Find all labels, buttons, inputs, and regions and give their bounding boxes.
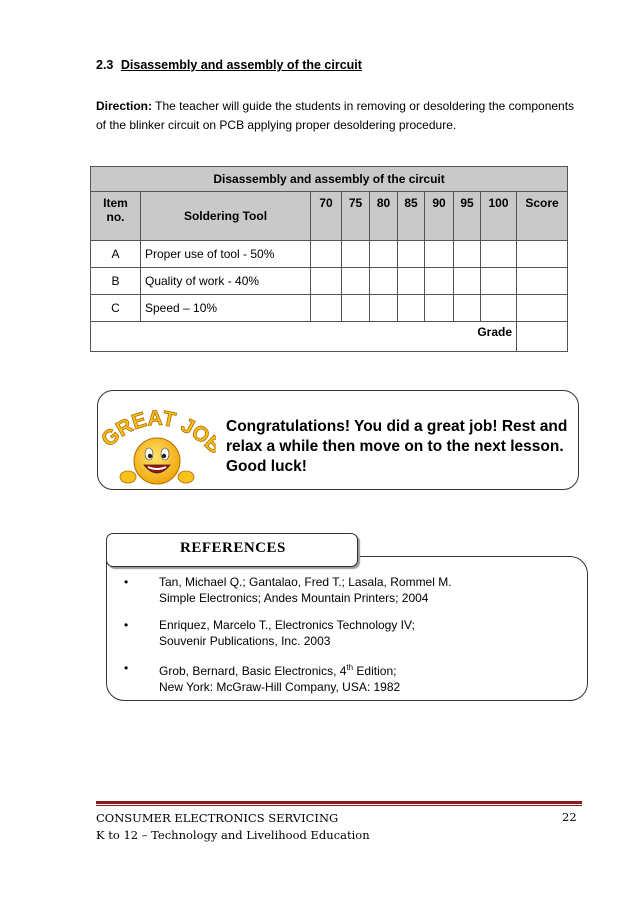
score-cell[interactable]: [454, 268, 481, 295]
page-number: 22: [562, 810, 577, 824]
bullet-icon: •: [124, 661, 129, 675]
score-cell[interactable]: [342, 295, 370, 322]
row-criterion: Quality of work - 40%: [141, 268, 311, 295]
references-title: REFERENCES: [180, 540, 286, 556]
score-cell[interactable]: [342, 241, 370, 268]
header-score-85: 85: [398, 192, 425, 241]
reference-line: New York: McGraw-Hill Company, USA: 1982: [159, 680, 401, 694]
footer-program: K to 12 – Technology and Livelihood Education: [96, 828, 370, 842]
reference-line: Souvenir Publications, Inc. 2003: [159, 634, 331, 648]
score-cell[interactable]: [454, 295, 481, 322]
header-score-70: 70: [311, 192, 342, 241]
header-score-100: 100: [481, 192, 517, 241]
reference-line: Grob, Bernard, Basic Electronics, 4: [159, 664, 347, 678]
score-cell[interactable]: [398, 268, 425, 295]
bullet-icon: •: [124, 618, 129, 632]
score-cell[interactable]: [425, 241, 454, 268]
score-cell[interactable]: [481, 241, 517, 268]
section-title: Disassembly and assembly of the circuit: [120, 58, 362, 72]
header-score-80: 80: [370, 192, 398, 241]
direction-paragraph: [96, 97, 586, 135]
direction-label: Direction:: [96, 99, 153, 113]
score-cell[interactable]: [342, 268, 370, 295]
reference-superscript: th: [346, 663, 354, 672]
grade-label: Grade: [91, 322, 517, 352]
reference-line: Edition;: [353, 664, 397, 678]
score-cell[interactable]: [370, 241, 398, 268]
row-item: C: [91, 295, 141, 322]
reference-line: Simple Electronics; Andes Mountain Printers; 2004: [159, 591, 429, 605]
reference-line: Tan, Michael Q.; Gantalao, Fred T.; Lasala, Rommel M.: [159, 575, 452, 589]
score-cell[interactable]: [311, 268, 342, 295]
footer-course: CONSUMER ELECTRONICS SERVICING: [96, 811, 339, 825]
great-job-smiley-icon: [98, 405, 216, 492]
grade-row: [91, 322, 568, 352]
row-criterion: Proper use of tool - 50%: [141, 241, 311, 268]
reference-line: Enriquez, Marcelo T., Electronics Technology IV;: [159, 618, 415, 632]
grade-cell[interactable]: [517, 322, 568, 352]
score-cell[interactable]: [311, 241, 342, 268]
list-item: [124, 574, 564, 606]
score-total-cell[interactable]: [517, 241, 568, 268]
score-cell[interactable]: [370, 295, 398, 322]
header-score-75: 75: [342, 192, 370, 241]
row-criterion: Speed – 10%: [141, 295, 311, 322]
score-cell[interactable]: [481, 295, 517, 322]
list-item: [124, 660, 564, 695]
rubric-table: [90, 166, 568, 352]
footer-rule-thin: [96, 805, 582, 806]
row-item: B: [91, 268, 141, 295]
bullet-icon: •: [124, 575, 129, 589]
header-score-90: 90: [425, 192, 454, 241]
references-list: [124, 574, 564, 706]
score-cell[interactable]: [425, 268, 454, 295]
list-item: [124, 617, 564, 649]
score-total-cell[interactable]: [517, 268, 568, 295]
header-score-95: 95: [454, 192, 481, 241]
section-number: 2.3: [96, 58, 114, 72]
row-item: A: [91, 241, 141, 268]
score-cell[interactable]: [398, 241, 425, 268]
score-cell[interactable]: [311, 295, 342, 322]
header-item: Item no.: [91, 192, 141, 241]
rubric-title: Disassembly and assembly of the circuit: [91, 167, 568, 192]
score-cell[interactable]: [398, 295, 425, 322]
score-cell[interactable]: [370, 268, 398, 295]
score-cell[interactable]: [454, 241, 481, 268]
header-soldering-tool: Soldering Tool: [141, 192, 311, 241]
section-heading: [96, 58, 362, 72]
score-cell[interactable]: [425, 295, 454, 322]
table-row: [91, 295, 568, 322]
footer-text: [96, 810, 370, 844]
footer-rule: [96, 801, 582, 804]
direction-text: The teacher will guide the students in removing or desoldering the components of the blinker circuit on PCB applying proper desoldering procedure.: [96, 99, 575, 132]
great-job-logo-text: GREAT JO: [98, 406, 214, 452]
header-score: Score: [517, 192, 568, 241]
table-row: [91, 268, 568, 295]
score-cell[interactable]: [481, 268, 517, 295]
congrats-message: Congratulations! You did a great job! Rest and relax a while then move on to the next lesson. Good luck!: [226, 418, 568, 475]
score-total-cell[interactable]: [517, 295, 568, 322]
table-row: [91, 241, 568, 268]
